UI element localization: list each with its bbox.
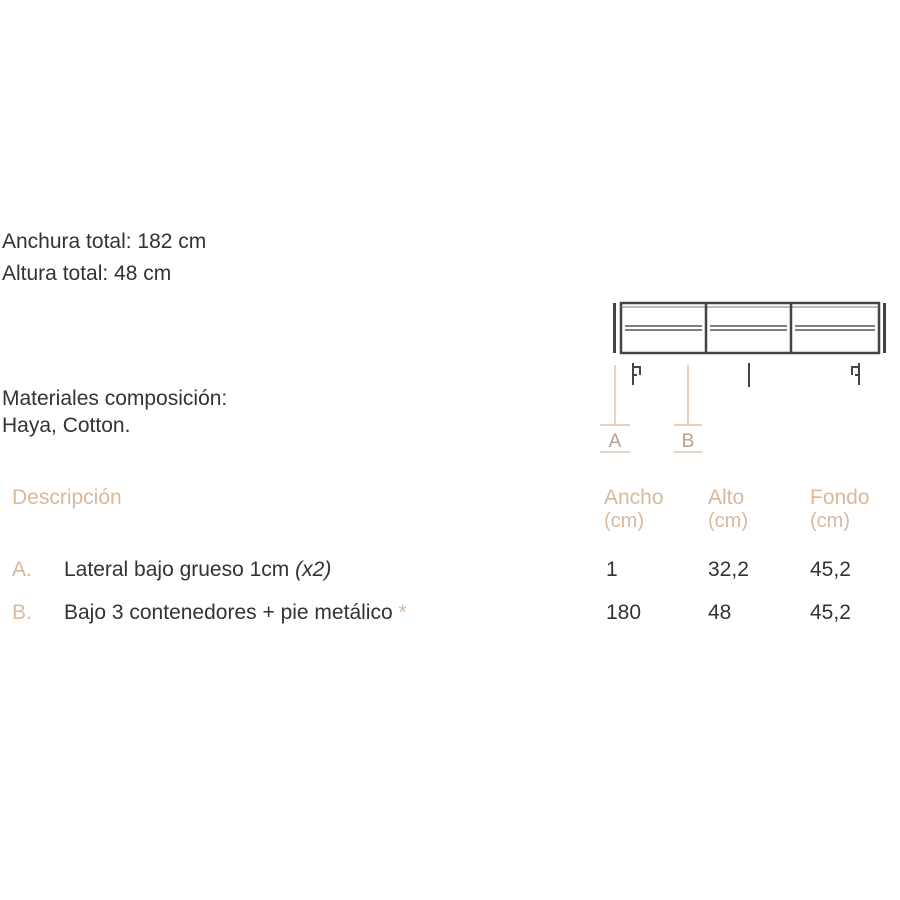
header-width-unit: (cm) — [604, 510, 644, 532]
row-a-description-text: Lateral bajo grueso 1cm — [64, 558, 296, 581]
row-a-qualifier: (x2) — [295, 558, 332, 581]
marker-a — [600, 365, 630, 452]
materials-value: Haya, Cotton. — [2, 414, 131, 437]
row-a-depth: 45,2 — [810, 558, 851, 581]
furniture-diagram — [596, 295, 896, 460]
header-height-col — [708, 486, 748, 533]
metal-feet — [633, 363, 859, 387]
row-b-depth: 45,2 — [810, 601, 851, 624]
sideboard-body — [621, 303, 879, 353]
marker-b — [674, 365, 702, 452]
row-b-letter: B. — [12, 601, 32, 624]
row-b-note: * — [398, 601, 407, 624]
side-panel-right — [883, 303, 886, 353]
marker-b-label: B — [681, 431, 695, 452]
row-b-description-text: Bajo 3 contenedores + pie metálico — [64, 601, 399, 624]
materials-block — [2, 385, 227, 439]
marker-a-label: A — [608, 431, 622, 452]
side-panel-left — [613, 303, 616, 353]
row-b-height: 48 — [708, 601, 732, 624]
header-depth-col — [810, 486, 870, 533]
header-height-unit: (cm) — [708, 510, 748, 532]
total-width-text: Anchura total: 182 cm — [2, 230, 207, 253]
header-width-col — [604, 486, 664, 533]
total-height-text: Altura total: 48 cm — [2, 262, 172, 285]
row-a-width: 1 — [606, 558, 618, 581]
row-a-letter: A. — [12, 558, 32, 581]
row-b-width: 180 — [606, 601, 642, 624]
row-b-description — [64, 601, 407, 625]
materials-label: Materiales composición: — [2, 387, 228, 410]
row-a-height: 32,2 — [708, 558, 749, 581]
row-a-description — [64, 558, 331, 582]
header-depth: Fondo — [810, 486, 870, 509]
header-width: Ancho — [604, 486, 664, 509]
header-height: Alto — [708, 486, 745, 509]
header-depth-unit: (cm) — [810, 510, 850, 532]
header-description: Descripción — [12, 486, 122, 509]
